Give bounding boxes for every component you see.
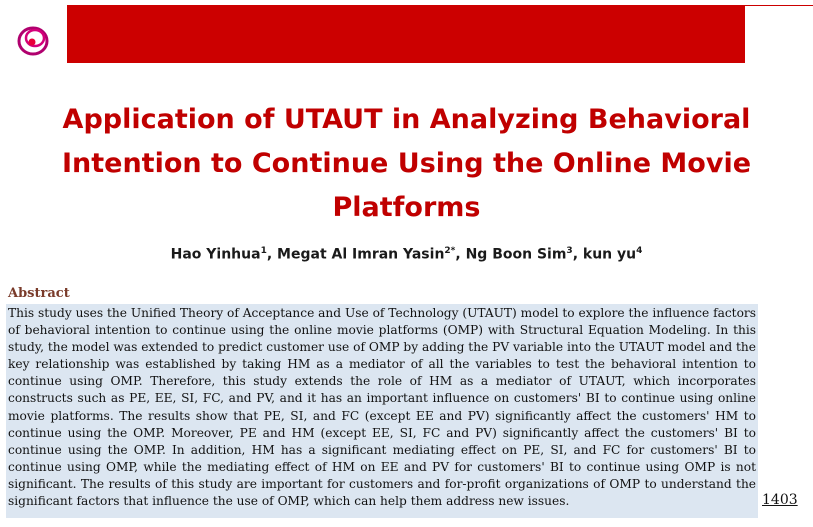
paper-title: Application of UTAUT in Analyzing Behavioral Intention to Continue Using the Online Movie Platforms [61,104,752,223]
page-number: 1403 [762,492,798,508]
author-affiliation-mark: 1 [260,246,267,256]
author-name: Ng Boon Sim [465,246,567,263]
author-separator: , [572,246,583,263]
author-list [0,246,813,263]
author-name: Hao Yinhua [170,246,261,263]
abstract-body: This study uses the Unified Theory of Acceptance and Use of Technology (UTAUT) model to explore the influence factors of behavioral intention to continue using the online movie platforms (OMP) with Structural Equation Modeling. In this study, the model was extended to predict customer use of OMP by adding the PV variable into the UTAUT model and the key relationship was established by taking HM as a mediator of all the variables to test the behavioral intention to continue using OMP. Therefore, this study extends the role of HM as a mediator of UTAUT, which incorporates constructs such as PE, EE, SI, FC, and PV, and it has an important influence on customers' BI to continue using online movie platforms. The results show that PE, SI, and FC (except EE and PV) significantly affect the customers' HM to continue using the OMP. Moreover, PE and HM (except EE, SI, FC and PV) significantly affect the customers' BI to continue using the OMP. In addition, HM has a significant mediating effect on PE, SI, and FC for customers' BI to continue using OMP, while the mediating effect of HM on EE and PV for customers' BI to continue using OMP is not significant. The results of this study are important for customers and for-profit organizations of OMP to understand the significant factors that influence the use of OMP, which can help them address new issues. [6,304,758,518]
concentric-rings-logo-icon [14,22,54,58]
header-bar [67,5,745,63]
author-separator: , [455,246,466,263]
abstract-heading: Abstract [8,286,70,301]
author-name: Megat Al Imran Yasin [277,246,445,263]
author-affiliation-mark: 3 [566,246,573,256]
author-name: kun yu [582,246,637,263]
author-affiliation-mark: 4 [636,246,643,256]
author-separator: , [266,246,278,263]
author-affiliation-mark: 2* [444,246,456,256]
